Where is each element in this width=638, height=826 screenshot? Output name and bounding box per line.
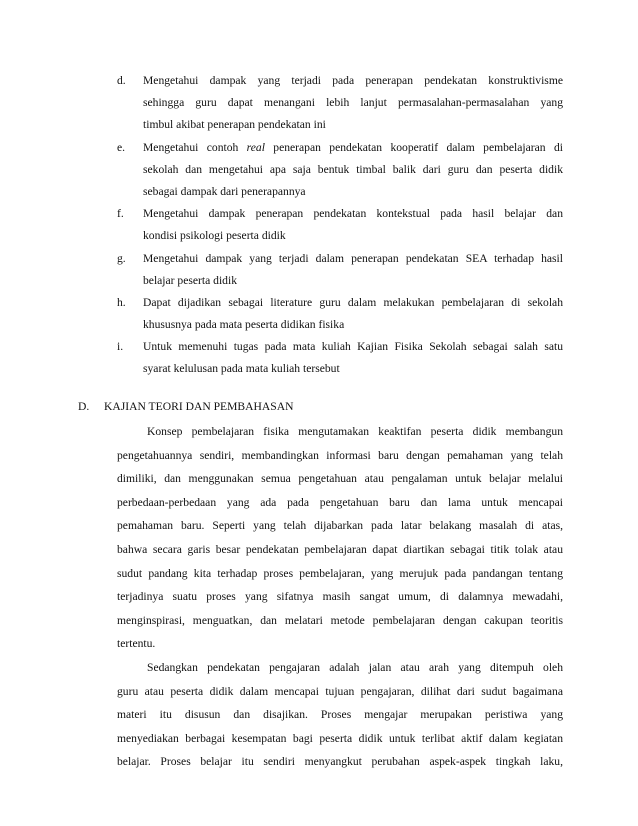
list-item (117, 336, 563, 380)
paragraph (117, 656, 563, 774)
paragraph-line: perbedaan-perbedaan yang ada pada pengetahuan baru dan lama untuk mencapai (117, 495, 563, 509)
paragraph-line: terjadinya suatu proses yang sifatnya masih sangat umum, di dalamnya mewadahi, (117, 590, 563, 604)
list-line: sehingga guru dapat menangani lebih lanjut permasalahan-permasalahan yang (143, 96, 563, 110)
list-line: belajar peserta didik (143, 273, 237, 287)
list-line: Mengetahui dampak penerapan pendekatan kontekstual pada hasil belajar dan (143, 207, 563, 221)
list-marker: g. (117, 251, 126, 265)
paragraph-line: sudut pandang kita terhadap proses pembelajaran, yang merujuk pada pandangan tentang (117, 566, 563, 580)
list-item (117, 248, 563, 292)
italic-term: real (246, 140, 265, 154)
list-line: Dapat dijadikan sebagai literature guru dalam melakukan pembelajaran di sekolah (143, 295, 563, 309)
list-line: khususnya pada mata peserta didikan fisika (143, 318, 345, 332)
list-marker: i. (117, 340, 124, 354)
paragraph-line: tertentu. (117, 637, 156, 651)
list-line: syarat kelulusan pada mata kuliah tersebut (143, 362, 340, 376)
list-marker: e. (117, 140, 126, 154)
section-label: D. (78, 400, 90, 413)
section-body (117, 420, 563, 774)
section-heading (78, 396, 293, 418)
list-item (117, 203, 563, 247)
list-line: timbul akibat penerapan pendekatan ini (143, 118, 326, 132)
paragraph-line: belajar. Proses belajar itu sendiri menyangkut perubahan aspek-aspek tingkah laku, (117, 755, 563, 769)
list-item (117, 70, 563, 137)
list-marker: f. (117, 207, 124, 221)
paragraph-line: pemahaman baru. Seperti yang telah dijabarkan pada latar belakang masalah di atas, (117, 519, 563, 533)
list-line: Untuk memenuhi tugas pada mata kuliah Kajian Fisika Sekolah sebagai salah satu (143, 340, 563, 354)
list-item (117, 137, 563, 204)
paragraph-line: materi itu disusun dan disajikan. Proses mengajar merupakan peristiwa yang (117, 708, 563, 722)
paragraph-line: pengetahuannya sendiri, membandingkan informasi baru dengan pemahaman yang telah (117, 448, 563, 462)
paragraph-line: guru atau peserta didik dalam mencapai tujuan pengajaran, dilihat dari sudut bagaimana (117, 684, 563, 698)
list-item (117, 292, 563, 336)
list-line: Mengetahui dampak yang terjadi dalam penerapan pendekatan SEA terhadap hasil (143, 251, 563, 265)
list-line-with-italic: Mengetahui contoh real penerapan pendekatan kooperatif dalam pembelajaran di (143, 140, 563, 154)
list-line: kondisi psikologi peserta didik (143, 229, 286, 243)
list-line: Mengetahui dampak yang terjadi pada penerapan pendekatan konstruktivisme (143, 74, 563, 87)
paragraph-line: Konsep pembelajaran fisika mengutamakan keaktifan peserta didik membangun (147, 425, 563, 438)
paragraph-line: dimiliki, dan menggunakan semua pengetahuan atau pengalaman untuk belajar melalui (117, 472, 563, 486)
objectives-list (117, 70, 563, 381)
paragraph (117, 420, 563, 656)
list-marker: d. (117, 74, 126, 87)
paragraph-line: menginspirasi, menguatkan, dan melatari metode pembelajaran dengan cakupan teoritis (117, 613, 563, 627)
list-marker: h. (117, 295, 126, 309)
section-title: KAJIAN TEORI DAN PEMBAHASAN (104, 400, 294, 413)
list-line: sebagai dampak dari penerapannya (143, 184, 306, 198)
list-line: sekolah dan mengetahui apa saja bentuk timbal balik dari guru dan peserta didik (143, 162, 563, 176)
paragraph-line: Sedangkan pendekatan pengajaran adalah jalan atau arah yang ditempuh oleh (147, 660, 563, 674)
paragraph-line: bahwa secara garis besar pendekatan pembelajaran dapat diartikan sebagai titik tolak atau (117, 542, 563, 556)
paragraph-line: menyediakan berbagai kesempatan bagi peserta didik untuk terlibat aktif dalam kegiatan (117, 731, 563, 745)
